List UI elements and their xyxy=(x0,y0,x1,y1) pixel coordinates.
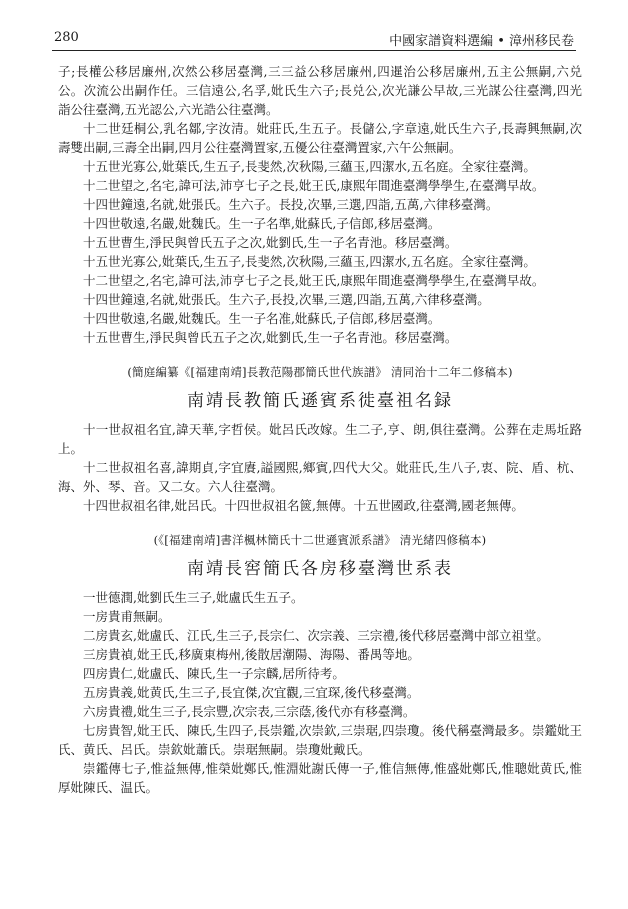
page-content xyxy=(58,62,582,797)
paragraph: 四房貴仁,妣盧氏、陳氏,生一子宗麟,居所待考。 xyxy=(83,666,345,681)
paragraph: 六房貴禮,妣生三子,長宗豐,次宗表,三宗蔭,後代亦有移臺灣。 xyxy=(83,704,416,719)
page-header xyxy=(52,28,576,51)
section-title-1: 南靖長教簡氏遜賓系徙臺祖名録 xyxy=(187,391,453,411)
book-title: 中國家譜資料選編 • 漳州移民卷 xyxy=(389,34,574,49)
paragraph: 十二世望之,名宅,諱可法,沛亨七子之長,妣王氏,康熙年間進臺灣學學生,在臺灣早故。 xyxy=(83,273,545,288)
paragraph: 十二世廷桐公,乳名鄒,字汝清。妣莊氏,生五子。長儲公,字章遠,妣氏生六子,長壽興無嗣,次壽雙出嗣,三壽全出嗣,四月公往臺灣置家,五優公往臺灣置家,六午公無嗣。 xyxy=(58,121,582,155)
section-migrant-ancestors xyxy=(58,420,582,515)
paragraph: 五房貴義,妣黄氏,生三子,長宜傑,次宜觀,三宜琛,後代移臺灣。 xyxy=(83,685,420,700)
paragraph: 十二世叔祖名喜,諱期貞,字宜賡,謚國熙,鄉賓,四代大父。妣莊氏,生八子,衷、院、盾、杭、海、外、琴、音。又二女。六人往臺灣。 xyxy=(58,460,582,494)
source-citation-1: (簡庭編纂《[福建南靖]長教范陽郡簡氏世代族譜》 清同治十二年二修稿本) xyxy=(127,365,513,379)
paragraph: 十四世鐘遠,名就,妣張氏。生六子,長投,次畢,三選,四詣,五萬,六律移臺灣。 xyxy=(83,292,490,307)
paragraph: 三房貴禎,妣王氏,移廣東梅州,後散居潮陽、海陽、番禺等地。 xyxy=(83,647,420,662)
paragraph: 十五世光寡公,妣葉氏,生五子,長斐然,次秋陽,三蘊玉,四潔水,五名庭。全家往臺灣。 xyxy=(83,159,536,174)
section-genealogy-records xyxy=(58,62,582,347)
paragraph: 十一世叔祖名宜,諱天華,字哲侯。妣呂氏改嫁。生二子,亨、朗,俱往臺灣。公葬在走馬坵路上。 xyxy=(58,422,582,456)
paragraph: 子;長權公移居廉州,次然公移居臺灣,三三益公移居廉州,四暹治公移居廉州,五主公無嗣,六兑公。次流公出嗣作任。三信遠公,名孚,妣氏生六子;長兑公,次光謙公早故,三光謀公往臺灣,四光詣公往臺灣,五光認公,六光誥公往臺灣。 xyxy=(58,64,582,117)
paragraph: 七房貴智,妣王氏、陳氏,生四子,長崇鑑,次崇欽,三崇琚,四崇瓊。後代稱臺灣最多。崇鑑妣王氏、黄氏、呂氏。崇欽妣蕭氏。崇琚無嗣。崇瓊妣戴氏。 xyxy=(58,723,582,757)
section-title-2: 南靖長窖簡氏各房移臺灣世系表 xyxy=(187,559,453,579)
paragraph: 十五世曹生,淨民與曾氏五子之次,妣劉氏,生一子名青池。移居臺灣。 xyxy=(83,235,458,250)
paragraph: 十四世敬遠,名嚴,妣魏氏。生一子名准,妣蘇氏,子信郎,移居臺灣。 xyxy=(83,311,441,326)
paragraph: 崇鑑傳七子,惟益無傳,惟榮妣鄭氏,惟淵妣謝氏傳一子,惟信無傳,惟盛妣鄭氏,惟聰妣黄氏,惟厚妣陳氏、温氏。 xyxy=(58,761,582,795)
paragraph: 十四世敬遠,名嚴,妣魏氏。生一子名準,妣蘇氏,子信郎,移居臺灣。 xyxy=(83,216,441,231)
paragraph: 二房貴玄,妣盧氏、江氏,生三子,長宗仁、次宗義、三宗禮,後代移居臺灣中部立祖堂。 xyxy=(83,628,549,643)
paragraph: 十五世光寡公,妣葉氏,生五子,長斐然,次秋陽,三蘊玉,四潔水,五名庭。全家往臺灣。 xyxy=(83,254,536,269)
paragraph: 十二世望之,名宅,諱可法,沛亨七子之長,妣王氏,康熙年間進臺灣學學生,在臺灣早故。 xyxy=(83,178,545,193)
paragraph: 十四世叔祖名律,妣呂氏。十四世叔祖名篋,無傳。十五世國政,往臺灣,國老無傳。 xyxy=(83,498,524,513)
paragraph: 一世德潤,妣劉氏生三子,妣盧氏生五子。 xyxy=(83,590,304,605)
section-branch-lineage xyxy=(58,588,582,797)
paragraph: 十五世曹生,淨民與曾氏五子之次,妣劉氏,生一子名青池。移居臺灣。 xyxy=(83,330,458,345)
page-number: 280 xyxy=(54,30,79,45)
paragraph: 十四世鐘遠,名就,妣張氏。生六子。長投,次畢,三選,四詣,五萬,六律移臺灣。 xyxy=(83,197,499,212)
source-citation-2: (《[福建南靖]書洋楓林簡氏十二世遜賓派系譜》 清光緒四修稿本) xyxy=(153,533,487,547)
paragraph: 一房貴甫無嗣。 xyxy=(83,609,171,624)
